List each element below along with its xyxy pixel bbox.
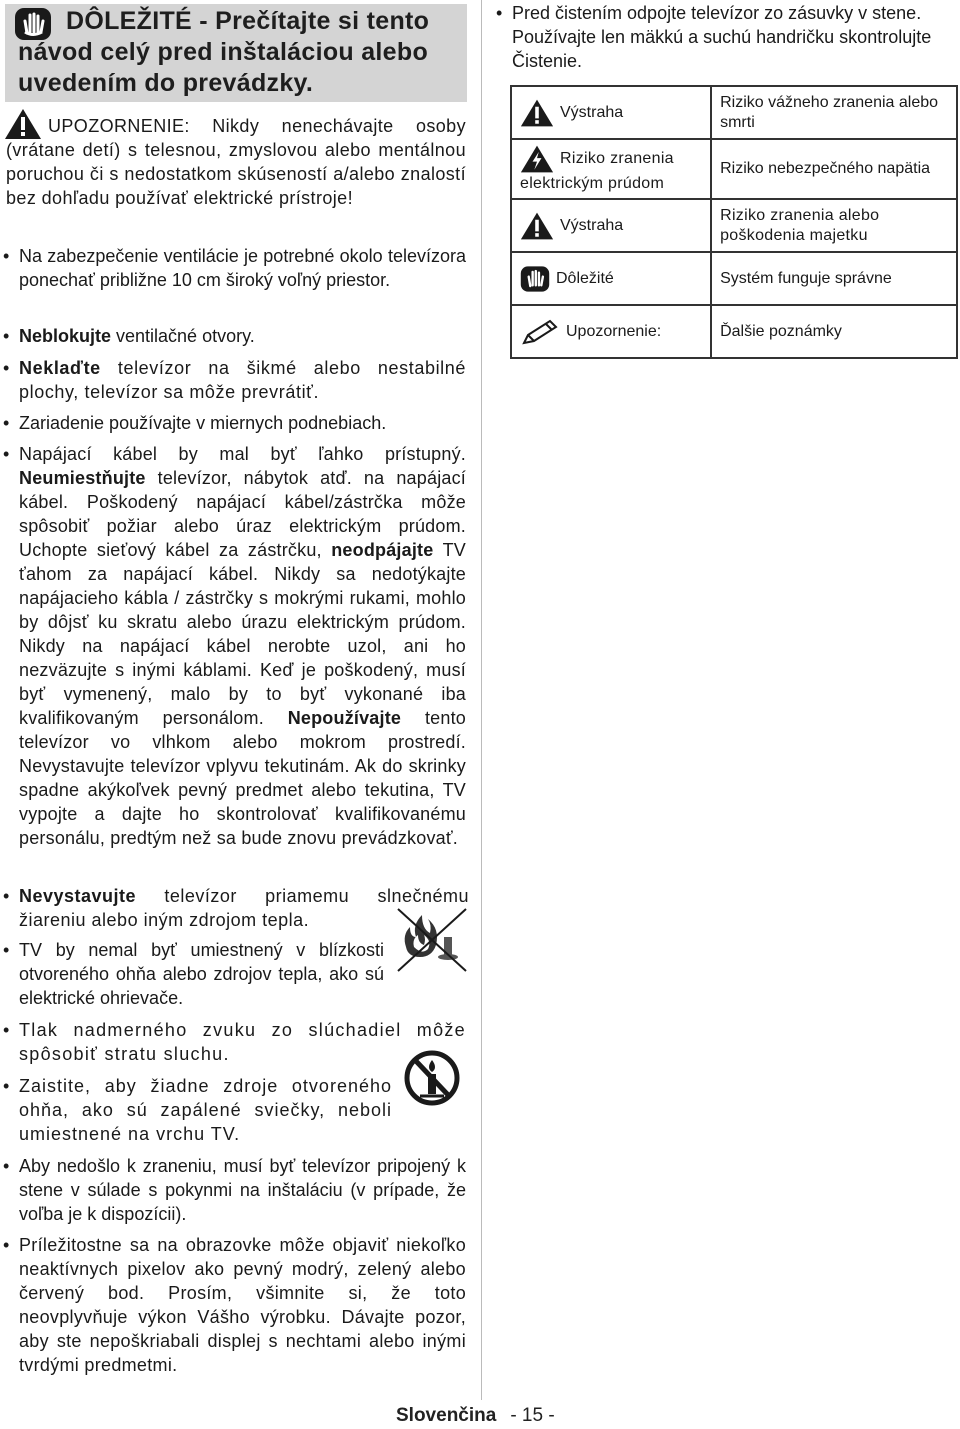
page-number: - 15 - bbox=[510, 1405, 555, 1426]
symbol-legend-table bbox=[510, 85, 958, 359]
legend-description-cell: Riziko vážneho zranenia alebo smrti bbox=[711, 86, 957, 139]
legend-description-cell: Systém funguje správne bbox=[711, 252, 957, 305]
page-footer bbox=[396, 1405, 555, 1427]
footer-language: Slovenčina bbox=[396, 1405, 497, 1426]
warning-triangle-icon bbox=[520, 98, 554, 128]
legend-row bbox=[511, 199, 957, 252]
hand-stop-icon bbox=[520, 265, 550, 293]
legend-symbol-cell: Výstraha bbox=[511, 199, 711, 252]
legend-row bbox=[511, 86, 957, 139]
no-candle-icon bbox=[404, 1046, 460, 1110]
legend-row bbox=[511, 139, 957, 199]
pencil-note-icon bbox=[520, 317, 560, 347]
legend-symbol-cell: Výstraha bbox=[511, 86, 711, 139]
legend-description-cell: Riziko nebezpečného napätia bbox=[711, 139, 957, 199]
warning-paragraph: UPOZORNENIE: Nikdy nenechávajte osoby (vrátane detí) s telesnou, zmyslovou alebo mentálnou poruchou či s nedostatkom skúseností a/alebo znalostí bez dohľadu používať elektrické prístroje! bbox=[6, 116, 466, 208]
legend-symbol-cell: Dôležité bbox=[511, 252, 711, 305]
legend-row bbox=[511, 252, 957, 305]
header-line-2: návod celý pred inštaláciou alebo bbox=[18, 38, 429, 66]
header-line-3: uvedením do prevádzky. bbox=[18, 69, 314, 97]
legend-row bbox=[511, 305, 957, 358]
warning-triangle-icon bbox=[520, 211, 554, 241]
header-line-1: DÔLEŽITÉ - Prečítajte si tento bbox=[66, 7, 430, 35]
legend-description-cell: Ďalšie poznámky bbox=[711, 305, 957, 358]
legend-symbol-cell: Riziko zranenia elektrickým prúdom bbox=[511, 139, 711, 199]
header-title bbox=[18, 6, 464, 99]
no-open-fire-icon bbox=[396, 907, 468, 973]
column-divider bbox=[481, 0, 482, 1400]
legend-symbol-cell: Upozornenie: bbox=[511, 305, 711, 358]
electric-shock-icon bbox=[520, 144, 554, 174]
legend-description-cell: Riziko zranenia alebo poškodenia majetku bbox=[711, 199, 957, 252]
